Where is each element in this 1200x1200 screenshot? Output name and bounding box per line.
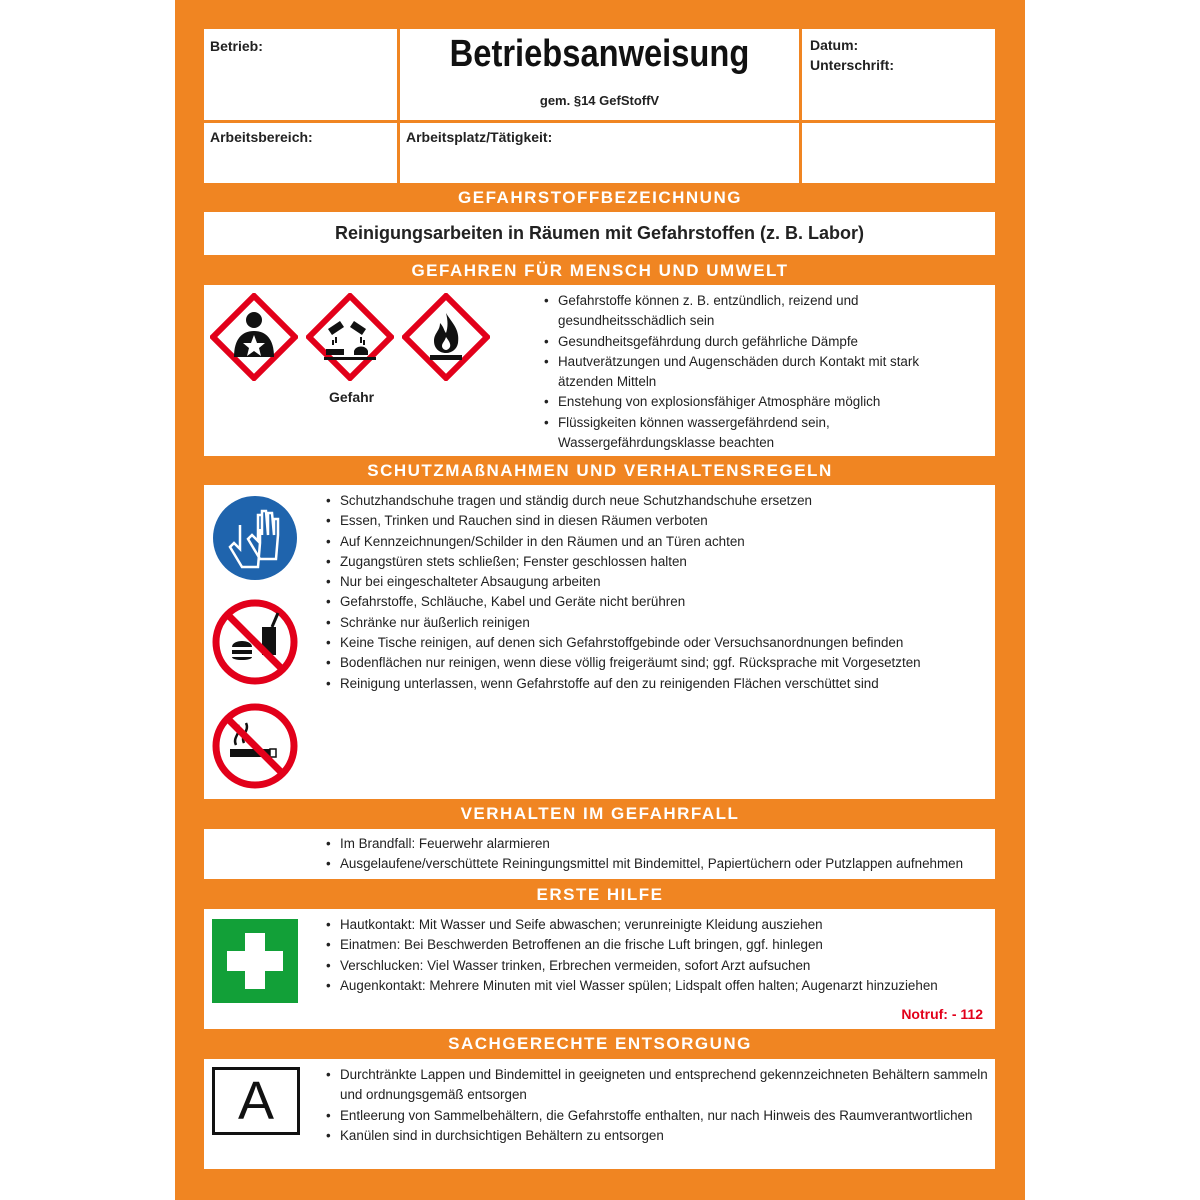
gefahren-list [544, 291, 954, 453]
no-eating-drinking-icon [212, 599, 298, 685]
datum-label: Datum: [810, 37, 859, 53]
gefahren-box [204, 285, 995, 456]
list-item: • Augenkontakt: Mehrere Minuten mit viel Wasser spülen; Lidspalt offen halten; Augenarzt hinzuziehen [326, 976, 991, 996]
first-aid-icon [212, 919, 298, 1003]
erste-hilfe-list [326, 915, 991, 996]
list-item: • Enstehung von explosionsfähiger Atmosphäre möglich [544, 392, 954, 412]
empty-cell [802, 123, 995, 183]
page-subtitle: gem. §14 GefStoffV [539, 93, 660, 108]
list-item: • Zugangstüren stets schließen; Fenster geschlossen halten [326, 552, 991, 572]
list-item: • Hautkontakt: Mit Wasser und Seife abwaschen; verunreinigte Kleidung ausziehen [326, 915, 991, 935]
instruction-sheet [175, 0, 1025, 1200]
list-item: • Auf Kennzeichnungen/Schilder in den Räumen und an Türen achten [326, 532, 991, 552]
list-item: • Nur bei eingeschalteter Absaugung arbeiten [326, 572, 991, 592]
gefahrfall-list [326, 834, 991, 875]
list-item: • Reinigung unterlassen, wenn Gefahrstoffe auf den zu reinigenden Flächen verschüttet sind [326, 674, 991, 694]
schutz-list [326, 491, 991, 694]
list-item: • Essen, Trinken und Rauchen sind in diesen Räumen verboten [326, 511, 991, 531]
disposal-letter: A [237, 1071, 275, 1131]
unterschrift-label: Unterschrift: [810, 57, 895, 73]
list-item: • Verschlucken: Viel Wasser trinken, Erbrechen vermeiden, sofort Arzt aufsuchen [326, 956, 991, 976]
list-item: • Schutzhandschuhe tragen und ständig durch neue Schutzhandschuhe ersetzen [326, 491, 991, 511]
entsorgung-list [326, 1065, 991, 1146]
notruf-number: Notruf: - 112 [901, 1006, 983, 1022]
title-cell [400, 29, 799, 120]
section-title-erste-hilfe: ERSTE HILFE [536, 885, 664, 904]
section-title-gefahren: GEFAHREN FÜR MENSCH UND UMWELT [411, 261, 789, 280]
list-item: • Einatmen: Bei Beschwerden Betroffenen an die frische Luft bringen, ggf. hinlegen [326, 935, 991, 955]
list-item: • Durchtränkte Lappen und Bindemittel in geeigneten und entsprechend gekennzeichneten Behältern sammeln und ordnungsgemäß entsorgen [326, 1065, 991, 1106]
flammable-icon [402, 293, 490, 381]
gefahrstoff-name: Reinigungsarbeiten in Räumen mit Gefahrstoffen (z. B. Labor) [334, 223, 865, 243]
list-item: • Gefahrstoffe, Schläuche, Kabel und Geräte nicht berühren [326, 592, 991, 612]
list-item: • Hautverätzungen und Augenschäden durch Kontakt mit stark ätzenden Mitteln [544, 352, 954, 393]
list-item: • Schränke nur äußerlich reinigen [326, 613, 991, 633]
section-title-entsorgung: SACHGERECHTE ENTSORGUNG [448, 1034, 752, 1053]
list-item: • Im Brandfall: Feuerwehr alarmieren [326, 834, 991, 854]
health-hazard-icon [210, 293, 298, 381]
list-item: • Keine Tische reinigen, auf denen sich Gefahrstoffgebinde oder Versuchsanordnungen befinden [326, 633, 991, 653]
list-item: • Entleerung von Sammelbehältern, die Gefahrstoffe enthalten, nur nach Hinweis des Raumverantwortlichen [326, 1106, 991, 1126]
arbeitsplatz-label: Arbeitsplatz/Tätigkeit: [406, 129, 553, 145]
entsorgung-box [204, 1059, 995, 1169]
page-title: Betriebsanweisung [449, 33, 750, 75]
arbeitsplatz-cell [400, 123, 799, 183]
signal-word: Gefahr [329, 389, 375, 405]
list-item: • Kanülen sind in durchsichtigen Behältern zu entsorgen [326, 1126, 991, 1146]
corrosive-icon [306, 293, 394, 381]
arbeitsbereich-cell [204, 123, 397, 183]
list-item: • Bodenflächen nur reinigen, wenn diese völlig freigeräumt sind; ggf. Rücksprache mit Vorgesetzten [326, 653, 991, 673]
disposal-symbol [212, 1067, 300, 1135]
section-title-schutz: SCHUTZMAßNAHMEN UND VERHALTENSREGELN [367, 461, 833, 480]
list-item: • Ausgelaufene/verschüttete Reiningungsmittel mit Bindemittel, Papiertüchern oder Putzlappen aufnehmen [326, 854, 991, 874]
erste-hilfe-box [204, 909, 995, 1029]
schutz-box [204, 485, 995, 799]
no-smoking-icon [212, 703, 298, 789]
gloves-mandatory-icon [212, 495, 298, 581]
gefahrfall-box [204, 829, 995, 879]
section-title-gefahrfall: VERHALTEN IM GEFAHRFALL [460, 804, 740, 823]
section-title-gefahrstoff: GEFAHRSTOFFBEZEICHNUNG [458, 188, 742, 207]
list-item: • Flüssigkeiten können wassergefährdend sein, Wassergefährdungsklasse beachten [544, 413, 954, 454]
gefahrstoff-box [204, 212, 995, 255]
datum-cell [802, 29, 995, 120]
arbeitsbereich-label: Arbeitsbereich: [210, 129, 313, 145]
list-item: • Gesundheitsgefährdung durch gefährliche Dämpfe [544, 332, 954, 352]
list-item: • Gefahrstoffe können z. B. entzündlich, reizend und gesundheitsschädlich sein [544, 291, 954, 332]
betrieb-cell [204, 29, 397, 120]
betrieb-label: Betrieb: [210, 38, 263, 54]
